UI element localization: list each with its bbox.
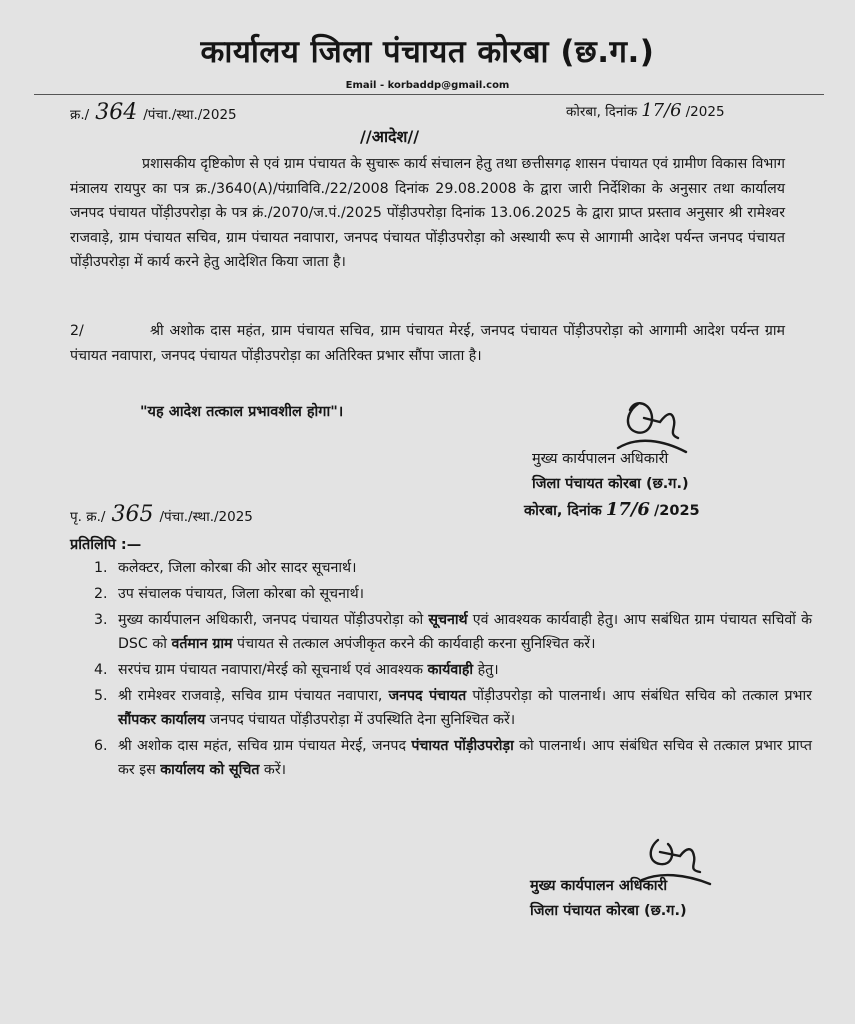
list-item: 1. कलेक्टर, जिला कोरबा की ओर सादर सूचनार्थ। [112, 556, 812, 580]
order-number-handwritten: 364 [95, 100, 138, 125]
order-paragraph-2 [70, 319, 785, 368]
copy-ref-suffix: /पंचा./स्था./2025 [159, 509, 253, 525]
order-ref-suffix: /पंचा./स्था./2025 [143, 107, 237, 123]
paragraph-2-text: श्री अशोक दास महंत, ग्राम पंचायत सचिव, ग्राम पंचायत मेरई, जनपद पंचायत पोंड़ीउपरोड़ा को आगामी आदेश पर्यन्त ग्राम पंचायत नवापारा, जनपद पंचायत पोंड़ीउपरोड़ा का अतिरिक्त प्रभार सौंपा जाता है। [70, 323, 785, 364]
list-item: 2. उप संचालक पंचायत, जिला कोरबा को सूचनार्थ। [112, 582, 812, 606]
order-paragraph-1: प्रशासकीय दृष्टिकोण से एवं ग्राम पंचायत के सुचारू कार्य संचालन हेतु तथा छत्तीसगढ़ शासन पंचायत एवं ग्रामीण विकास विभाग मंत्रालय रायपुर का पत्र क्र./3640(A)/पंग्राविवि./22/2008 दिनांक 29.08.2008 के द्वारा जारी निर्देशिका के अनुसार तथा कार्यालय जनपद पंचायत पोंड़ीउपरोड़ा के पत्र क्रं./2070/ज.पं./2025 पोंड़ीउपरोड़ा दिनांक 13.06.2025 के द्वारा प्राप्त प्रस्ताव अनुसार श्री रामेश्वर राजवाड़े, ग्राम पंचायत सचिव, ग्राम पंचायत नवापारा, जनपद पंचायत पोंड़ीउपरोड़ा को अस्थायी रूप से आगामी आदेश पर्यन्त जनपद पंचायत पोंड़ीउपरोड़ा में कार्य करने हेतु आदेशित किया जाता है। [70, 156, 785, 270]
order-ref-prefix: क्र./ [70, 107, 90, 123]
signature-block-1 [524, 447, 700, 524]
order-reference [70, 100, 237, 125]
office-email: Email - korbaddp@gmail.com [345, 80, 510, 91]
copy-heading: प्रतिलिपि :— [70, 537, 142, 553]
list-item: 6. श्री अशोक दास महंत, सचिव ग्राम पंचायत मेरई, जनपद पंचायत पोंड़ीउपरोड़ा को पालनार्थ। आप संबंधित सचिव से तत्काल प्रभार प्राप्त कर इस कार्यालय को सूचित करें। [112, 734, 812, 782]
list-item: 3. मुख्य कार्यपालन अधिकारी, जनपद पंचायत पोंड़ीउपरोड़ा को सूचनार्थ एवं आवश्यक कार्यवाही हेतु। आप सबंधित ग्राम पंचायत सचिवों के DSC को वर्तमान ग्राम पंचायत से तत्काल अपंजीकृत करने की कार्यवाही करना सुनिश्चित करें। [112, 608, 812, 656]
signatory-designation: मुख्य कार्यपालन अधिकारी [530, 878, 668, 894]
signature-block-2 [530, 874, 687, 924]
order-heading: //आदेश// [360, 127, 420, 146]
header-divider [34, 94, 824, 95]
order-place-date [566, 100, 725, 121]
order-year: /2025 [685, 104, 725, 120]
paragraph-2-number: 2/ [70, 323, 84, 339]
effective-notice: "यह आदेश तत्काल प्रभावशील होगा"। [140, 404, 344, 420]
signatory-office: जिला पंचायत कोरबा (छ.ग.) [530, 903, 687, 919]
signatory-office: जिला पंचायत कोरबा (छ.ग.) [532, 476, 689, 492]
list-item: 5. श्री रामेश्वर राजवाड़े, सचिव ग्राम पंचायत नवापारा, जनपद पंचायत पोंड़ीउपरोड़ा को पालनार्थ। आप संबंधित सचिव को तत्काल प्रभार सौंपकर कार्यालय जनपद पंचायत पोंड़ीउपरोड़ा में उपस्थिति देना सुनिश्चित करें। [112, 684, 812, 732]
copy-number-handwritten: 365 [111, 502, 154, 527]
order-date-handwritten: 17/6 [641, 100, 682, 121]
signature-1-date-handwritten: 17/6 [605, 499, 650, 520]
copy-reference [70, 502, 253, 527]
copy-ref-prefix: पृ. क्र./ [70, 509, 106, 525]
office-title: कार्यालय जिला पंचायत कोरबा (छ.ग.) [200, 34, 655, 70]
copy-recipient-list [88, 556, 812, 784]
place-date-label: कोरबा, दिनांक [566, 104, 638, 120]
signature-1-date: कोरबा, दिनांक 17/6 /2025 [524, 499, 700, 520]
list-item: 4. सरपंच ग्राम पंचायत नवापारा/मेरई को सूचनार्थ एवं आवश्यक कार्यवाही हेतु। [112, 658, 812, 682]
signatory-designation: मुख्य कार्यपालन अधिकारी [532, 451, 669, 467]
